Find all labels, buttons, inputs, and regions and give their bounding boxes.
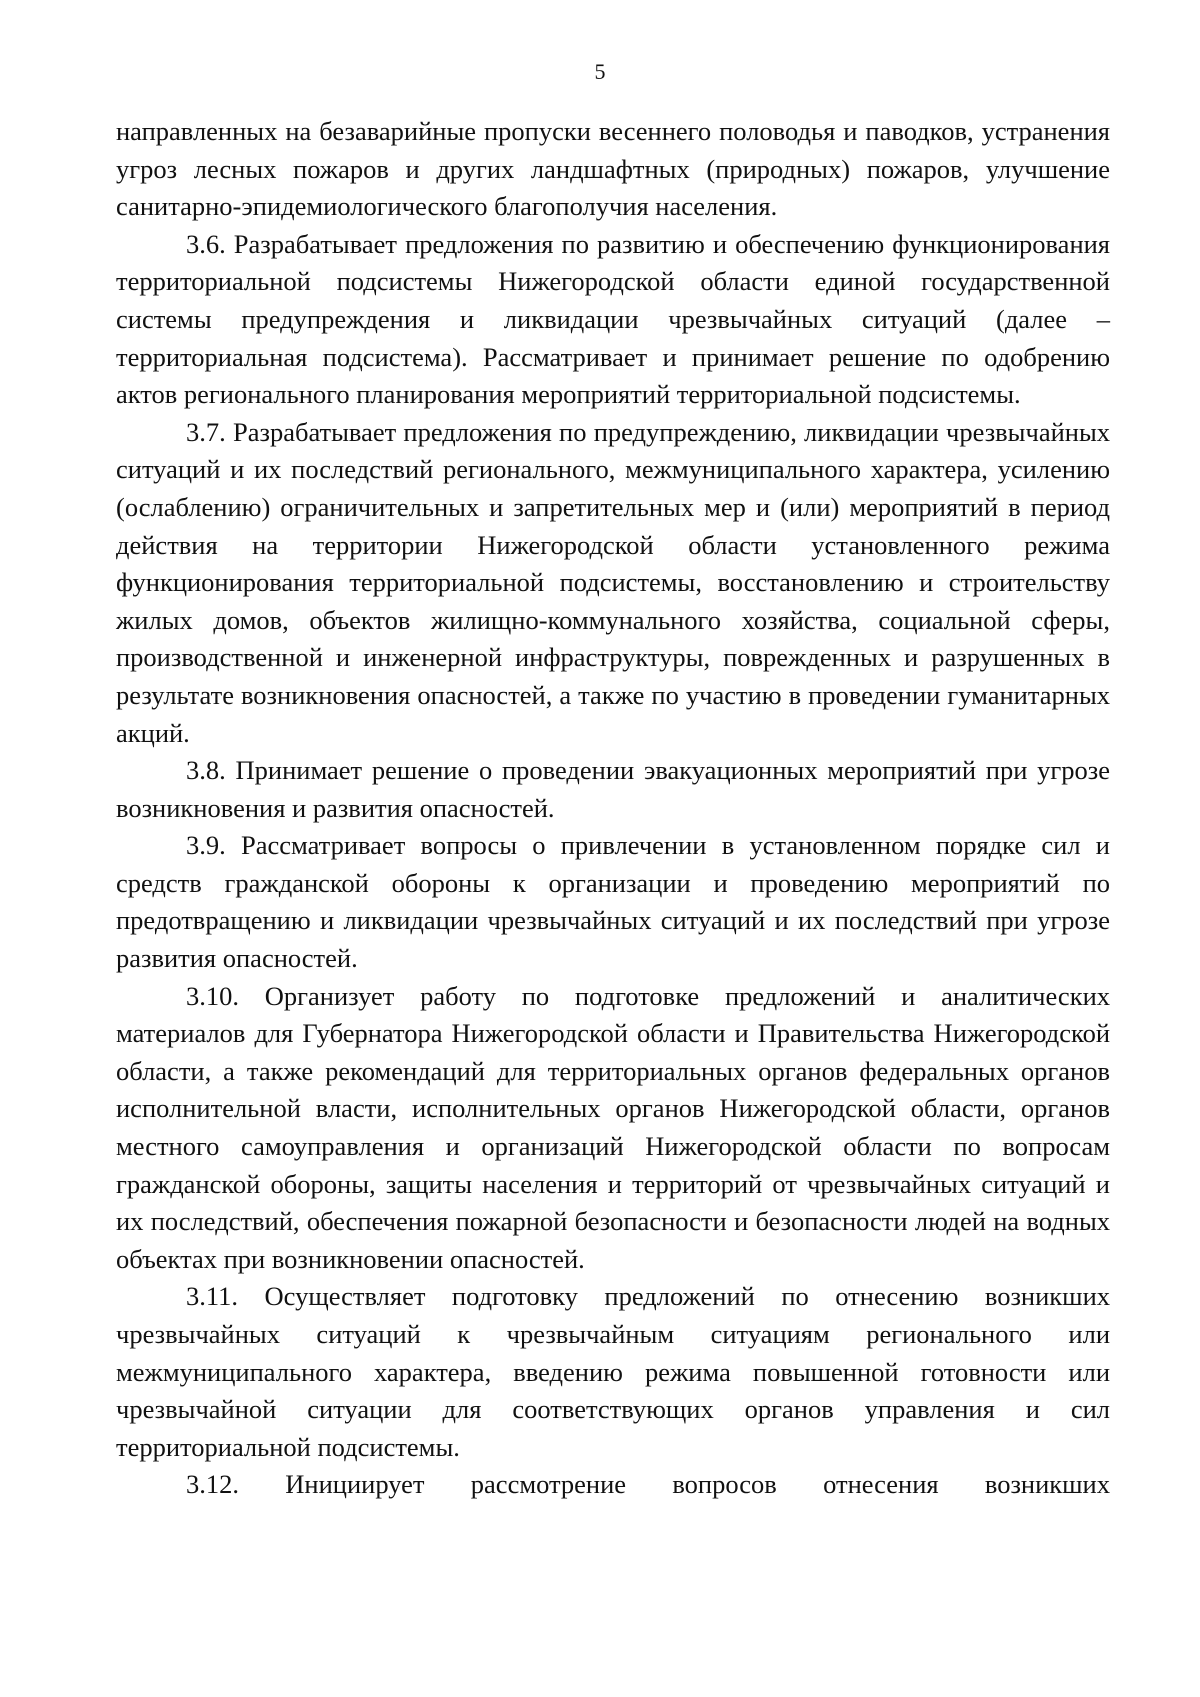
paragraph-3-6: 3.6. Разрабатывает предложения по развитию и обеспечению функционирования территориальной подсистемы Нижегородской области единой государственной системы предупреждения и ликвидации чрезвычайных ситуаций (далее – территориальная подсистема). Рассматривает и принимает решение по одобрению актов регионального планирования мероприятий территориальной подсистемы. bbox=[116, 228, 1110, 410]
paragraph-continuation: направленных на безаварийные пропуски весеннего половодья и паводков, устранения угроз лесных пожаров и других ландшафтных (природных) пожаров, улучшение санитарно-эпидемиологического благополучия населения. bbox=[116, 116, 1110, 222]
paragraph-3-12: 3.12. Инициирует рассмотрение вопросов отнесения возникших bbox=[186, 1469, 1110, 1500]
paragraph-3-10: 3.10. Организует работу по подготовке предложений и аналитических материалов для Губернатора Нижегородской области и Правительства Нижегородской области, а также рекомендаций для территориальных органов федеральных органов исполнительной власти, исполнительных органов Нижегородской области, органов местного самоуправления и организаций Нижегородской области по вопросам гражданской обороны, защиты населения и территорий от чрезвычайных ситуаций и их последствий, обеспечения пожарной безопасности и безопасности людей на водных объектах при возникновении опасностей. bbox=[116, 980, 1110, 1274]
paragraph-3-11: 3.11. Осуществляет подготовку предложений по отнесению возникших чрезвычайных ситуаций к чрезвычайным ситуациям регионального или межмуниципального характера, введению режима повышенной готовности или чрезвычайной ситуации для соответствующих органов управления и сил территориальной подсистемы. bbox=[116, 1281, 1110, 1462]
paragraph-3-8: 3.8. Принимает решение о проведении эвакуационных мероприятий при угрозе возникновения и развития опасностей. bbox=[116, 755, 1110, 823]
paragraph-3-9: 3.9. Рассматривает вопросы о привлечении в установленном порядке сил и средств гражданской обороны к организации и проведению мероприятий по предотвращению и ликвидации чрезвычайных ситуаций и их последствий при угрозе развития опасностей. bbox=[116, 830, 1110, 974]
paragraph-3-7: 3.7. Разрабатывает предложения по предупреждению, ликвидации чрезвычайных ситуаций и их последствий регионального, межмуниципального характера, усилению (ослаблению) ограничительных и запретительных мер и (или) мероприятий в период действия на территории Нижегородской области установленного режима функционирования территориальной подсистемы, восстановлению и строительству жилых домов, объектов жилищно-коммунального хозяйства, социальной сферы, производственной и инженерной инфраструктуры, поврежденных и разрушенных в результате возникновения опасностей, а также по участию в проведении гуманитарных акций. bbox=[116, 416, 1110, 748]
page-number: 5 bbox=[594, 59, 606, 84]
document-body bbox=[116, 113, 1110, 1504]
